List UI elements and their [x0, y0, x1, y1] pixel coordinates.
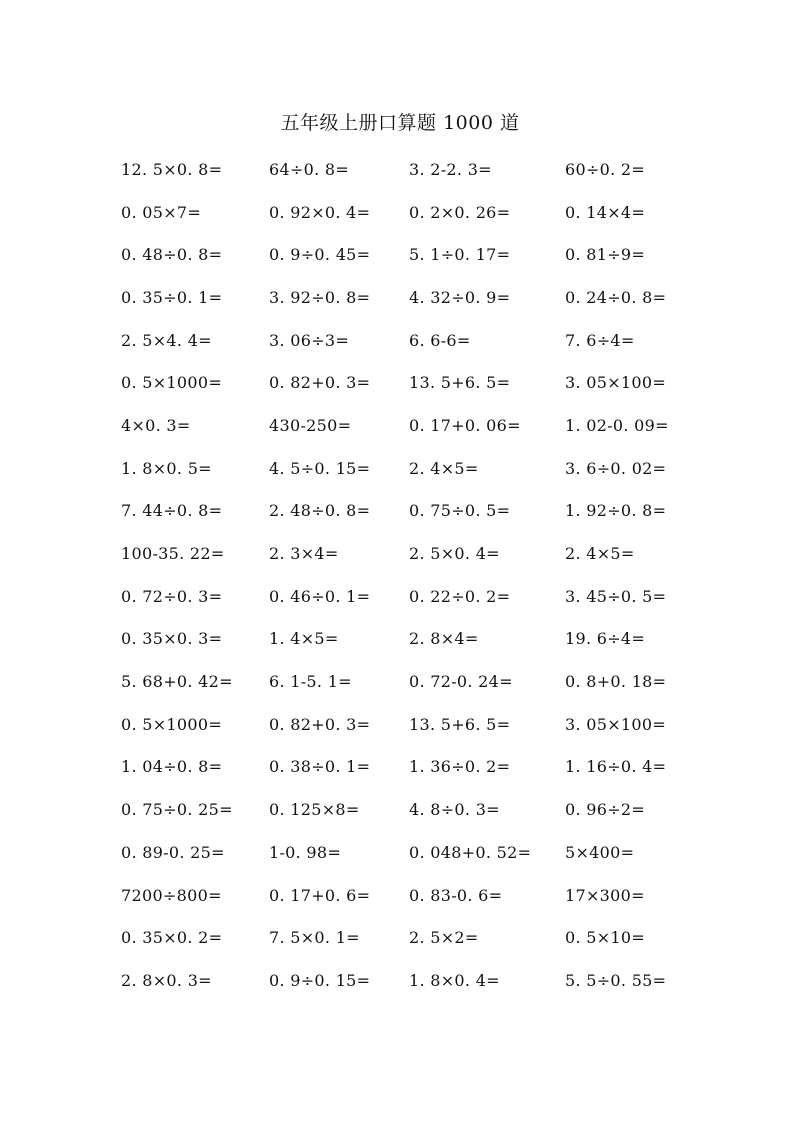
problem-row [121, 746, 721, 789]
problem-cell: 2. 4×5= [565, 544, 635, 564]
problem-cell: 0. 72-0. 24= [409, 672, 513, 692]
problem-cell: 0. 35÷0. 1= [121, 287, 223, 307]
page-title: 五年级上册口算题 1000 道 [280, 112, 520, 134]
problem-cell: 430-250= [269, 415, 352, 435]
problem-row [121, 276, 721, 319]
problem-cell: 7. 44÷0. 8= [121, 501, 223, 521]
problem-cell: 0. 38÷0. 1= [269, 757, 371, 777]
problem-cell: 1-0. 98= [269, 842, 342, 862]
problem-cell: 7200÷800= [121, 885, 222, 905]
problem-cell: 2. 5×0. 4= [409, 544, 500, 564]
problem-cell: 4. 32÷0. 9= [409, 287, 511, 307]
problem-row [121, 233, 721, 276]
problem-cell: 1. 02-0. 09= [565, 415, 669, 435]
problem-cell: 0. 82+0. 3= [269, 373, 371, 393]
problem-cell: 2. 48÷0. 8= [269, 501, 371, 521]
problem-row [121, 532, 721, 575]
problem-cell: 2. 4×5= [409, 458, 479, 478]
problem-cell: 0. 75÷0. 5= [409, 501, 511, 521]
problem-grid [121, 148, 721, 1002]
problem-cell: 3. 05×100= [565, 714, 667, 734]
problem-cell: 0. 35×0. 2= [121, 928, 223, 948]
problem-cell: 3. 05×100= [565, 373, 667, 393]
problem-cell: 1. 8×0. 4= [409, 970, 500, 990]
problem-row [121, 874, 721, 917]
problem-cell: 2. 3×4= [269, 544, 339, 564]
problem-row [121, 319, 721, 362]
problem-cell: 0. 96÷2= [565, 800, 646, 820]
problem-cell: 0. 92×0. 4= [269, 202, 371, 222]
problem-cell: 0. 48÷0. 8= [121, 245, 223, 265]
problem-cell: 7. 6÷4= [565, 330, 635, 350]
problem-cell: 0. 17+0. 06= [409, 415, 521, 435]
problem-cell: 0. 82+0. 3= [269, 714, 371, 734]
problem-cell: 0. 05×7= [121, 202, 202, 222]
problem-cell: 5. 1÷0. 17= [409, 245, 511, 265]
problem-cell: 4. 8÷0. 3= [409, 800, 500, 820]
problem-cell: 0. 2×0. 26= [409, 202, 511, 222]
problem-row [121, 575, 721, 618]
problem-cell: 5. 5÷0. 55= [565, 970, 667, 990]
problem-cell: 5. 68+0. 42= [121, 672, 233, 692]
problem-row [121, 660, 721, 703]
problem-cell: 4×0. 3= [121, 415, 191, 435]
problem-cell: 0. 17+0. 6= [269, 885, 371, 905]
problem-cell: 3. 45÷0. 5= [565, 586, 667, 606]
problem-cell: 0. 048+0. 52= [409, 842, 532, 862]
problem-cell: 6. 6-6= [409, 330, 471, 350]
problem-cell: 13. 5+6. 5= [409, 373, 511, 393]
problem-cell: 2. 8×0. 3= [121, 970, 212, 990]
problem-row [121, 788, 721, 831]
problem-cell: 60÷0. 2= [565, 159, 646, 179]
problem-cell: 3. 92÷0. 8= [269, 287, 371, 307]
problem-row [121, 959, 721, 1002]
problem-cell: 13. 5+6. 5= [409, 714, 511, 734]
problem-row [121, 703, 721, 746]
problem-cell: 2. 8×4= [409, 629, 479, 649]
problem-cell: 0. 81÷9= [565, 245, 646, 265]
problem-cell: 64÷0. 8= [269, 159, 350, 179]
problem-cell: 0. 9÷0. 15= [269, 970, 371, 990]
problem-cell: 4. 5÷0. 15= [269, 458, 371, 478]
problem-cell: 0. 35×0. 3= [121, 629, 223, 649]
problem-cell: 3. 6÷0. 02= [565, 458, 667, 478]
problem-cell: 0. 75÷0. 25= [121, 800, 233, 820]
problem-cell: 0. 5×1000= [121, 373, 223, 393]
problem-row [121, 490, 721, 533]
problem-cell: 2. 5×2= [409, 928, 479, 948]
problem-cell: 2. 5×4. 4= [121, 330, 212, 350]
problem-cell: 7. 5×0. 1= [269, 928, 360, 948]
problem-cell: 6. 1-5. 1= [269, 672, 352, 692]
problem-row [121, 618, 721, 661]
problem-cell: 1. 04÷0. 8= [121, 757, 223, 777]
problem-cell: 1. 8×0. 5= [121, 458, 212, 478]
problem-cell: 0. 14×4= [565, 202, 646, 222]
problem-cell: 0. 5×10= [565, 928, 646, 948]
problem-row [121, 191, 721, 234]
problem-cell: 1. 16÷0. 4= [565, 757, 667, 777]
problem-cell: 5×400= [565, 842, 635, 862]
problem-cell: 0. 125×8= [269, 800, 360, 820]
problem-cell: 0. 5×1000= [121, 714, 223, 734]
problem-cell: 12. 5×0. 8= [121, 159, 223, 179]
problem-cell: 0. 8+0. 18= [565, 672, 667, 692]
problem-cell: 0. 22÷0. 2= [409, 586, 511, 606]
problem-cell: 1. 92÷0. 8= [565, 501, 667, 521]
problem-cell: 0. 9÷0. 45= [269, 245, 371, 265]
problem-cell: 0. 89-0. 25= [121, 842, 225, 862]
problem-cell: 0. 72÷0. 3= [121, 586, 223, 606]
problem-row [121, 447, 721, 490]
problem-cell: 100-35. 22= [121, 544, 225, 564]
problem-row [121, 148, 721, 191]
problem-cell: 19. 6÷4= [565, 629, 646, 649]
problem-row [121, 916, 721, 959]
problem-cell: 0. 24÷0. 8= [565, 287, 667, 307]
problem-cell: 1. 36÷0. 2= [409, 757, 511, 777]
problem-cell: 0. 83-0. 6= [409, 885, 503, 905]
problem-row [121, 361, 721, 404]
problem-cell: 17×300= [565, 885, 645, 905]
problem-row [121, 404, 721, 447]
problem-cell: 3. 2-2. 3= [409, 159, 492, 179]
problem-cell: 3. 06÷3= [269, 330, 350, 350]
problem-cell: 0. 46÷0. 1= [269, 586, 371, 606]
problem-row [121, 831, 721, 874]
problem-cell: 1. 4×5= [269, 629, 339, 649]
